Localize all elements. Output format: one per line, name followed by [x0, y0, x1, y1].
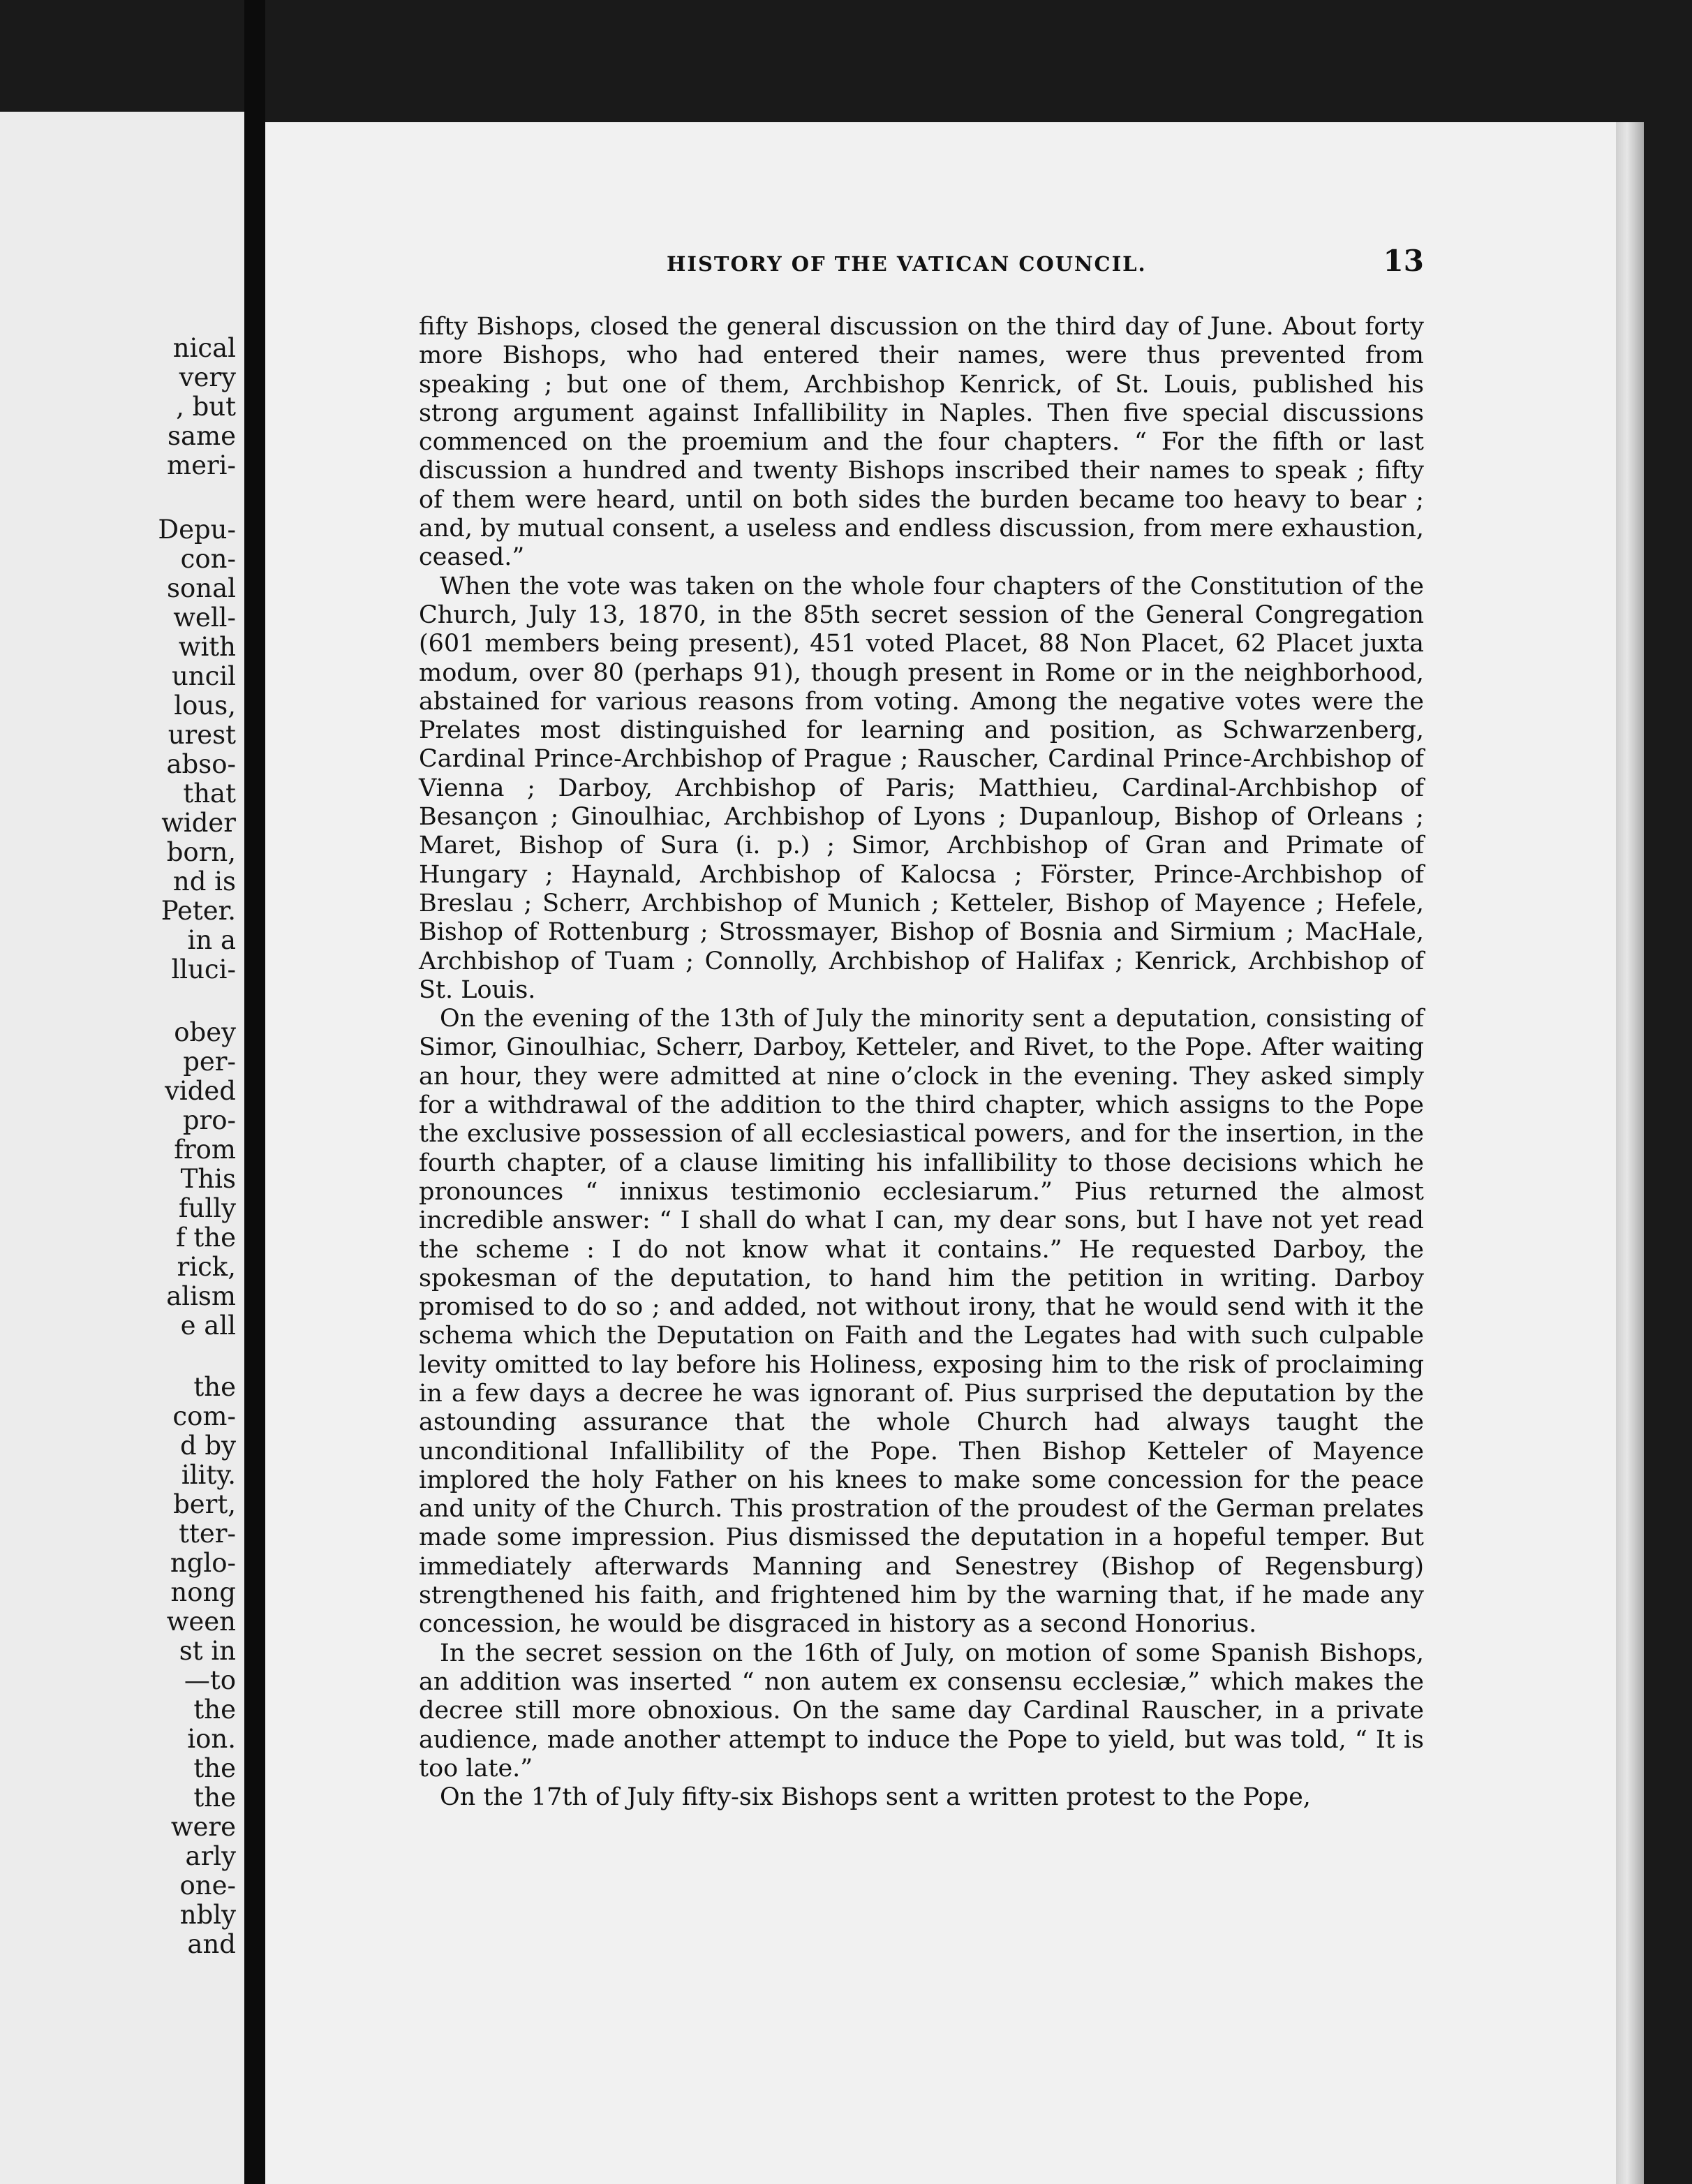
left-page-fragment: per-: [183, 1047, 236, 1077]
left-page-fragment: same: [167, 421, 236, 451]
left-page-fragment: one-: [179, 1871, 236, 1901]
left-page-fragment: f the: [175, 1223, 236, 1253]
left-page-fragment: well-: [173, 603, 236, 633]
left-page-fragment: arly: [185, 1841, 236, 1871]
left-page-fragment: and: [187, 1929, 236, 1959]
left-page-fragment: , but: [176, 392, 236, 422]
left-page-fragment: from: [174, 1135, 236, 1165]
left-page-fragment: lous,: [174, 691, 236, 721]
left-page-fragment: abso-: [166, 749, 236, 779]
left-page-fragment: were: [170, 1812, 236, 1842]
left-page-fragment: the: [193, 1783, 236, 1813]
left-page-fragment: that: [183, 779, 236, 809]
left-page-fragment: urest: [168, 720, 236, 750]
left-page-fragment: the: [193, 1372, 236, 1402]
left-page-fragment: —to: [184, 1665, 236, 1695]
left-page-fragment: obey: [174, 1017, 236, 1047]
left-page-fragment: nong: [170, 1577, 236, 1607]
paragraph: On the evening of the 13th of July the minority sent a deputation, consisting of Simor, Ginoulhiac, Scherr, Darboy, Ketteler, and Rivet, to the Pope. After waiting an hour, they were admitted at nine o’clock in the evening. They asked simply for a withdrawal of the addition to the third chapter, which assigns to the Pope the exclusive possession of all ecclesiastical powers, and for the insertion, in the fourth chapter, of a clause limiting his infallibility to those decisions which he pronounces “ innixus testimonio ecclesiarum.” Pius returned the almost incredible answer: “ I shall do what I can, my dear sons, but I have not yet read the scheme : I do not know what it contains.” He requested Darboy, the spokesman of the deputation, to hand him the petition in writing. Darboy promised to do so ; and added, not without irony, that he would send with it the schema which the Deputation on Faith and the Legates had with such culpable levity omitted to lay before his Holiness, exposing him to the risk of proclaiming in a few days a decree he was ignorant of. Pius surprised the deputation by the astounding assurance that the whole Church had always taught the unconditional Infallibility of the Pope. Then Bishop Ketteler of Mayence implored the holy Father on his knees to make some concession for the peace and unity of the Church. This prostration of the proudest of the German prelates made some impression. Pius dismissed the deputation in a hopeful temper. But immediately afterwards Manning and Senestrey (Bishop of Regensburg) strengthened his faith, and frightened him by the warning that, if he made any concession, he would be disgraced in history as a second Honorius.: [419, 1005, 1424, 1639]
page-edge: [1616, 122, 1644, 2184]
paragraph: When the vote was taken on the whole four chapters of the Constitution of the Church, July 13, 1870, in the 85th secret session of the General Congregation (601 members being present), 451 voted Placet, 88 Non Placet, 62 Placet juxta modum, over 80 (perhaps 91), though present in Rome or in the neighborhood, abstained for various reasons from voting. Among the negative votes were the Prelates most distinguished for learning and position, as Schwarzenberg, Cardinal Prince-Archbishop of Prague ; Rauscher, Cardinal Prince-Archbishop of Vienna ; Darboy, Archbishop of Paris; Matthieu, Cardinal-Archbishop of Besançon ; Ginoulhiac, Archbishop of Lyons ; Dupanloup, Bishop of Orleans ; Maret, Bishop of Sura (i. p.) ; Simor, Archbishop of Gran and Primate of Hungary ; Haynald, Archbishop of Kalocsa ; Förster, Prince-Archbishop of Breslau ; Scherr, Archbishop of Munich ; Ketteler, Bishop of Mayence ; Hefele, Bishop of Rottenburg ; Strossmayer, Bishop of Bosnia and Sirmium ; MacHale, Archbishop of Tuam ; Connolly, Archbishop of Halifax ; Kenrick, Archbishop of St. Louis.: [419, 572, 1424, 1004]
paragraph: On the 17th of July fifty-six Bishops sent a written protest to the Pope,: [440, 1783, 1311, 1812]
left-page-fragment: com-: [172, 1401, 236, 1431]
running-head: HISTORY OF THE VATICAN COUNCIL.: [667, 252, 1147, 276]
page-header: [419, 241, 1424, 283]
book-gutter: [244, 0, 265, 2184]
left-page-fragment: ion.: [187, 1724, 236, 1754]
left-page-fragment: tter-: [179, 1519, 236, 1549]
left-page-fragment: rick,: [177, 1252, 236, 1282]
left-page-fragment: fully: [178, 1193, 236, 1223]
left-page-fragment: uncil: [171, 661, 236, 691]
left-page-fragment: ility.: [181, 1460, 236, 1490]
left-page-fragment: nglo-: [170, 1548, 236, 1578]
left-page-fragment: very: [179, 362, 236, 392]
left-facing-page: [0, 112, 244, 2184]
left-page-fragment: wider: [161, 808, 236, 838]
paragraph: fifty Bishops, closed the general discussion on the third day of June. About forty more Bishops, who had entered their names, were thus prevented from speaking ; but one of them, Archbishop Kenrick, of St. Louis, published his strong argument against Infallibility in Naples. Then five special discussions commenced on the proemium and the four chapters. “ For the fifth or last discussion a hundred and twenty Bishops inscribed their names to speak ; fifty of them were heard, until on both sides the burden became too heavy to bear ; and, by mutual consent, a useless and endless discussion, from mere exhaustion, ceased.”: [419, 313, 1424, 572]
left-page-fragment: the: [193, 1695, 236, 1725]
left-page-fragment: meri-: [166, 450, 236, 480]
left-page-fragment: con-: [180, 544, 236, 574]
left-page-fragment: nd is: [172, 866, 236, 897]
left-page-fragment: d by: [179, 1431, 236, 1461]
left-page-fragment: st in: [179, 1636, 236, 1666]
left-page-fragment: the: [193, 1753, 236, 1783]
left-page-fragment: alism: [166, 1281, 236, 1311]
body-text: [419, 313, 1424, 1812]
left-page-fragment: nical: [172, 333, 236, 363]
left-page-fragment: lluci-: [171, 954, 236, 984]
left-page-fragment: with: [178, 632, 236, 662]
left-page-fragment: pro-: [182, 1105, 236, 1135]
left-page-fragment: vided: [164, 1076, 236, 1106]
left-page-fragment: Depu-: [158, 515, 236, 545]
left-page-fragment: Peter.: [161, 896, 236, 926]
left-page-fragment: bert,: [173, 1489, 236, 1519]
left-page-fragment: sonal: [167, 573, 236, 603]
left-page-fragment: ween: [166, 1607, 236, 1637]
left-page-fragment: This: [180, 1164, 236, 1194]
left-page-fragment: e all: [180, 1311, 236, 1341]
left-page-fragment: in a: [187, 925, 236, 955]
left-page-fragment: nbly: [179, 1900, 236, 1930]
left-page-fragment: born,: [166, 837, 236, 867]
page-number: 13: [1383, 244, 1424, 278]
paragraph: In the secret session on the 16th of July, on motion of some Spanish Bishops, an addition was inserted “ non autem ex consensu ecclesiæ,” which makes the decree still more obnoxious. On the same day Cardinal Rauscher, in a private audience, made another attempt to induce the Pope to yield, but was told, “ It is too late.”: [419, 1639, 1424, 1783]
